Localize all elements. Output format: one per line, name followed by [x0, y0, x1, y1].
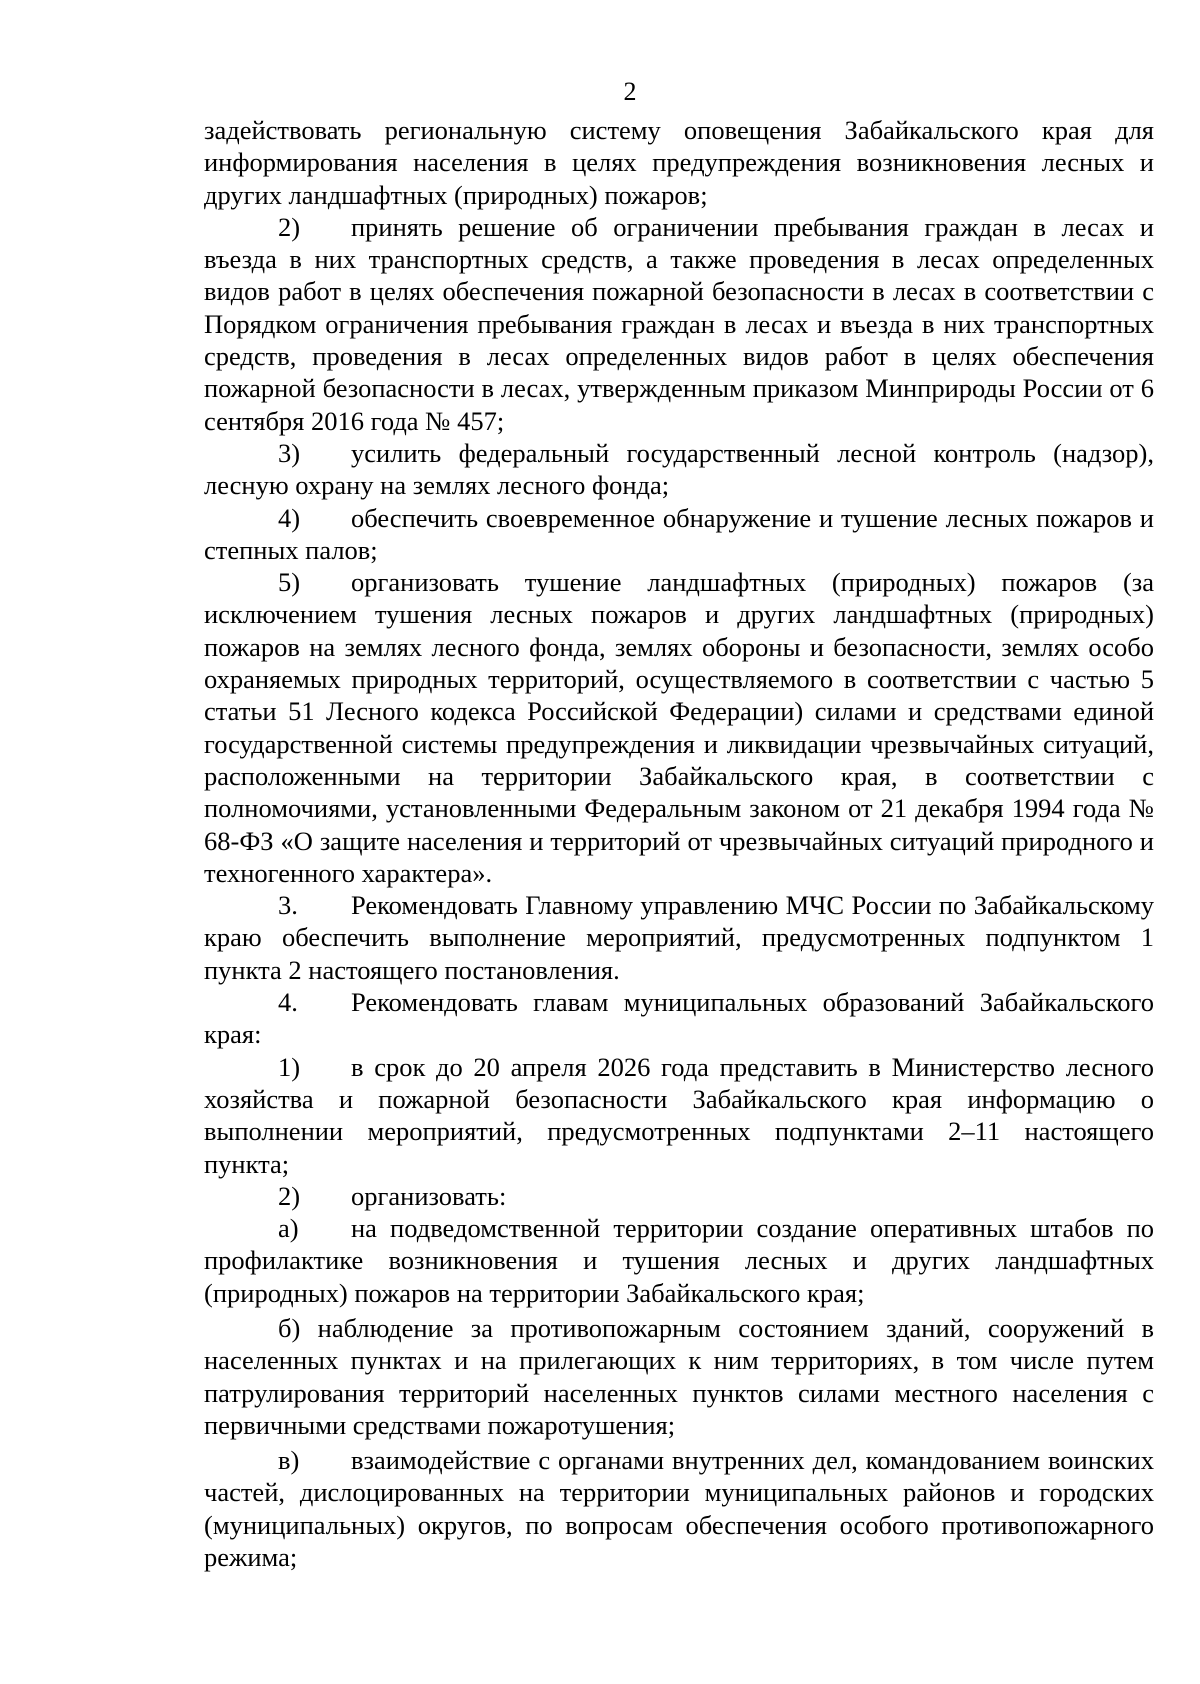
item-label: в) [278, 1445, 300, 1476]
item-label: 3. [278, 890, 298, 921]
paragraph-text: организовать тушение ландшафтных (природных) пожаров (за исключением тушения лесных пожаров и других ландшафтных (природных) пожаров на землях лесного фонда, землях обороны и безопасности, землях особо охраняемых природных территорий, осуществляемого в соответствии с частью 5 статьи 51 Лесного кодекса Российской Федерации) силами и средствами единой государственной системы предупреждения и ликвидации чрезвычайных ситуаций, расположенными на территории Забайкальского края, в соответствии с полномочиями, установленными Федеральным законом от 21 декабря 1994 года № 68-ФЗ «О защите населения и территорий от чрезвычайных ситуаций природного и техногенного характера». [204, 567, 1154, 888]
paragraph-text: взаимодействие с органами внутренних дел, командованием воинских частей, дислоцированных на территории муниципальных районов и городских (муниципальных) округов, по вопросам обеспечения особого противопожарного режима; [204, 1445, 1154, 1573]
paragraph-text: организовать: [351, 1180, 507, 1211]
paragraph-text: принять решение об ограничении пребывания граждан в лесах и въезда в них транспортных средств, а также проведения в лесах определенных видов работ в целях обеспечения пожарной безопасности в лесах в соответствии с Порядком ограничения пребывания граждан в лесах и въезда в них транспортных средств, проведения в лесах определенных видов работ в целях обеспечения пожарной безопасности в лесах, утвержденным приказом Минприроды России от 6 сентября 2016 года № 457; [204, 211, 1154, 436]
paragraph-4-2 [204, 1180, 1154, 1212]
item-label: 4) [278, 502, 301, 533]
page-number: 2 [623, 77, 637, 106]
paragraph-text: на подведомственной территории создание оперативных штабов по профилактике возникновения и тушения лесных и других ландшафтных (природных) пожаров на территории Забайкальского края; [204, 1213, 1154, 1308]
paragraph-text: наблюдение за противопожарным состоянием зданий, сооружений в населенных пунктах и на прилегающих к ним территориях, в том числе путем патрулирования территорий населенных пунктов силами местного населения с первичными средствами пожаротушения; [204, 1312, 1155, 1440]
paragraph-4-1 [204, 1051, 1154, 1180]
item-label: 4. [278, 987, 298, 1018]
item-label: 2) [278, 1180, 301, 1211]
paragraph-text: в срок до 20 апреля 2026 года представить в Министерство лесного хозяйства и пожарной безопасности Забайкальского края информацию о выполнении мероприятий, предусмотренных подпунктами 2–11 настоящего пункта; [204, 1051, 1154, 1179]
paragraph-text: задействовать региональную систему оповещения Забайкальского края для информирования населения в целях предупреждения возникновения лесных и других ландшафтных (природных) пожаров; [204, 115, 1154, 210]
paragraph-text: усилить федеральный государственный лесной контроль (надзор), лесную охрану на землях лесного фонда; [204, 437, 1154, 501]
item-label: а) [278, 1213, 299, 1244]
item-label: б) [278, 1312, 301, 1343]
paragraph-3 [204, 889, 1154, 986]
paragraph-2-2 [204, 211, 1154, 437]
paragraph-4-2-a [204, 1212, 1154, 1309]
paragraph-text: Рекомендовать Главному управлению МЧС России по Забайкальскому краю обеспечить выполнение мероприятий, предусмотренных подпунктом 1 пункта 2 настоящего постановления. [204, 890, 1154, 985]
paragraph-text: Рекомендовать главам муниципальных образований Забайкальского края: [204, 987, 1154, 1050]
paragraph-text: обеспечить своевременное обнаружение и тушение лесных пожаров и степных палов; [204, 502, 1154, 565]
item-label: 1) [278, 1051, 301, 1082]
item-label: 5) [278, 567, 301, 598]
paragraph-2-4 [204, 502, 1154, 567]
paragraph-4-2-b [204, 1312, 1154, 1441]
paragraph-2-5 [204, 566, 1154, 889]
item-label: 3) [278, 437, 301, 468]
paragraph-2-3 [204, 437, 1154, 502]
paragraph-4 [204, 986, 1154, 1051]
item-label: 2) [278, 211, 301, 242]
paragraph-4-2-v [204, 1444, 1154, 1573]
document-body [204, 114, 1154, 1573]
paragraph-continuation [204, 114, 1154, 211]
